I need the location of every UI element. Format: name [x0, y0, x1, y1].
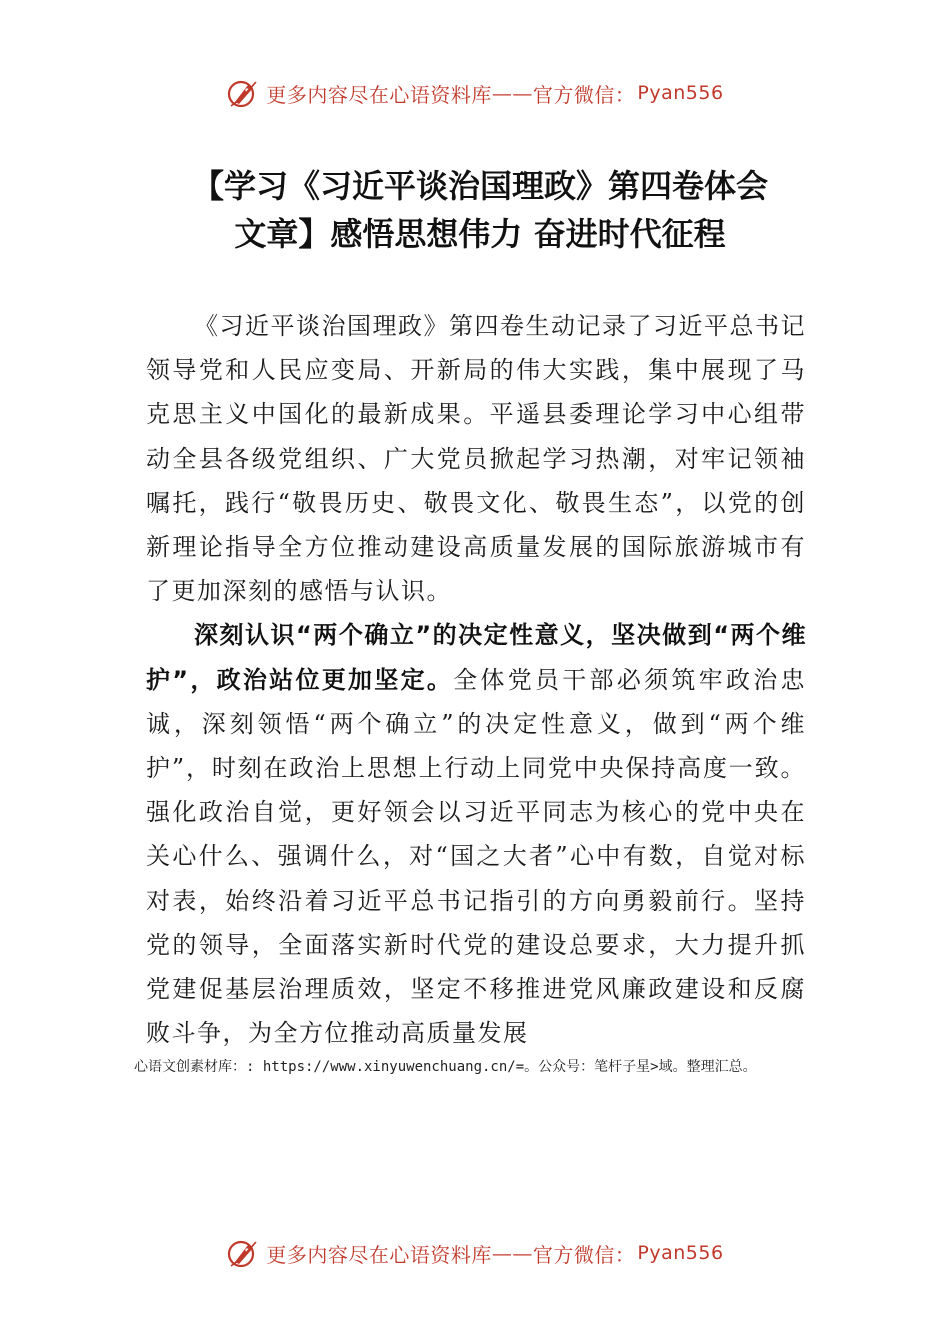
- document-body: [146, 304, 806, 1055]
- footer-banner: [0, 1233, 950, 1273]
- title-line-1: 【学习《习近平谈治国理政》第四卷体会: [191, 167, 768, 205]
- banner-main-text: 更多内容尽在心语资料库: [266, 82, 492, 107]
- banner-wechat-id: Pyan556: [637, 82, 724, 104]
- source-footnote: 心语文创素材库：: https://www.xinyuwenchuang.cn/=。公众号：笔杆子星>域。整理汇总。: [134, 1059, 757, 1075]
- footer-banner-wechat-id: Pyan556: [637, 1242, 724, 1264]
- banner-dash: ——: [491, 81, 533, 105]
- banner-wechat-label: 官方微信：: [532, 82, 636, 107]
- footer-banner-dash: ——: [491, 1241, 533, 1265]
- footer-banner-wechat-label: 官方微信：: [532, 1242, 636, 1267]
- paragraph-2: [146, 613, 806, 1055]
- header-banner: [0, 73, 950, 113]
- document-title: [130, 162, 830, 258]
- paragraph-2-text: 全体党员干部必须筑牢政治忠诚，深刻领悟“两个确立”的决定性意义，做到“两个维护”，时刻在政治上思想上行动上同党中央保持高度一致。强化政治自觉，更好领会以习近平同志为核心的党中央在关心什么、强调什么，对“国之大者”心中有数，自觉对标对表，始终沿着习近平总书记指引的方向勇毅前行。坚持党的领导，全面落实新时代党的建设总要求，大力提升抓党建促基层治理质效，坚定不移推进党风廉政建设和反腐败斗争，为全方位推动高质量发展: [146, 665, 806, 1048]
- footer-banner-main-text: 更多内容尽在心语资料库: [266, 1242, 492, 1267]
- pen-nib-circle-icon: [226, 76, 260, 110]
- paragraph-2-heading: 深刻认识“两个确立”的决定性意义，坚决做到“两个维护”，政治站位更加坚定。: [146, 621, 806, 694]
- pen-nib-circle-icon: [226, 1236, 260, 1270]
- title-line-2: 文章】感悟思想伟力 奋进时代征程: [234, 215, 726, 253]
- paragraph-1: 《习近平谈治国理政》第四卷生动记录了习近平总书记领导党和人民应变局、开新局的伟大实践，集中展现了马克思主义中国化的最新成果。平遥县委理论学习中心组带动全县各级党组织、广大党员掀起学习热潮，对牢记领袖嘱托，践行“敬畏历史、敬畏文化、敬畏生态”，以党的创新理论指导全方位推动建设高质量发展的国际旅游城市有了更加深刻的感悟与认识。: [146, 312, 806, 606]
